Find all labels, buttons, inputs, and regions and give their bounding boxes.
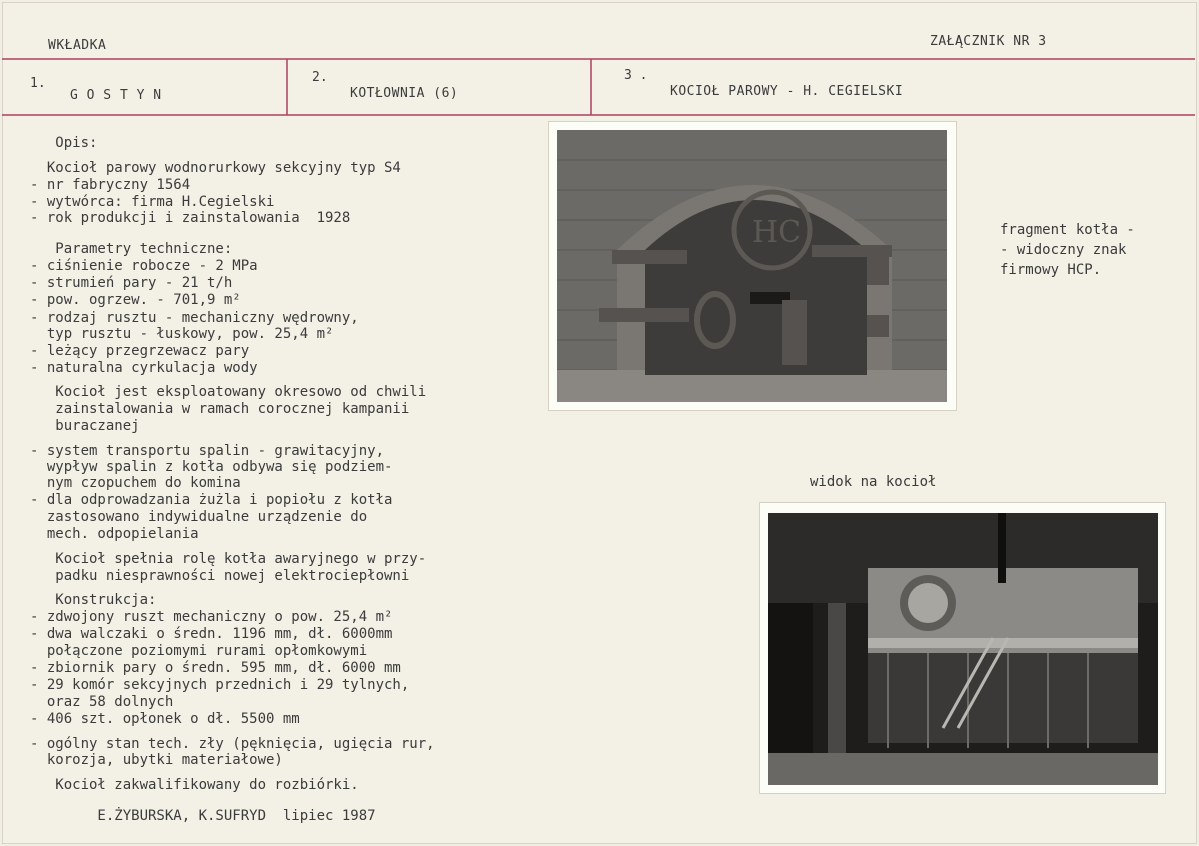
body-line: zastosowano indywidualne urządzenie do <box>30 509 368 525</box>
body-line: - rodzaj rusztu - mechaniczny wędrowny, <box>30 310 359 326</box>
boiler-overview-photo <box>768 513 1158 785</box>
signature-line: E.ŻYBURSKA, K.SUFRYD lipiec 1987 <box>30 808 376 824</box>
body-line: Kocioł parowy wodnorurkowy sekcyjny typ S4 <box>30 160 401 176</box>
body-line: buraczanej <box>30 418 140 434</box>
body-line: - naturalna cyrkulacja wody <box>30 360 258 376</box>
body-line: Kocioł zakwalifikowany do rozbiórki. <box>30 777 359 793</box>
body-line: padku niesprawności nowej elektrociepłowni <box>30 568 410 584</box>
photo-caption-overview: widok na kocioł <box>810 474 937 490</box>
body-line: - 29 komór sekcyjnych przednich i 29 tylnych, <box>30 677 410 693</box>
cell-1-value: G O S T Y N <box>70 88 162 103</box>
header-top-rule <box>2 58 1195 60</box>
cell-3-number: 3 . <box>624 68 648 83</box>
body-line: mech. odpopielania <box>30 526 199 542</box>
body-line: - nr fabryczny 1564 <box>30 177 191 193</box>
photo-frame-boiler-fragment <box>549 122 956 410</box>
body-line: - strumień pary - 21 t/h <box>30 275 233 291</box>
body-line: - rok produkcji i zainstalowania 1928 <box>30 210 351 226</box>
body-line: wypływ spalin z kotła odbywa się podziem- <box>30 459 393 475</box>
body-line: korozja, ubytki materiałowe) <box>30 752 283 768</box>
body-line: Kocioł jest eksploatowany okresowo od chwili <box>30 384 427 400</box>
body-line: - leżący przegrzewacz pary <box>30 343 250 359</box>
body-line: połączone poziomymi rurami opłomkowymi <box>30 643 368 659</box>
body-line: typ rusztu - łuskowy, pow. 25,4 m² <box>30 326 334 342</box>
body-line: - dwa walczaki o średn. 1196 mm, dł. 6000mm <box>30 626 393 642</box>
boiler-fragment-photo <box>557 130 947 402</box>
cell-1-number: 1. <box>30 76 46 91</box>
header-bottom-rule <box>2 114 1195 116</box>
body-line: - ogólny stan tech. zły (pęknięcia, ugięcia rur, <box>30 736 435 752</box>
body-line: Parametry techniczne: <box>30 241 233 257</box>
body-line: Opis: <box>30 135 98 151</box>
body-line: nym czopuchem do komina <box>30 475 241 491</box>
photo-caption-fragment: fragment kotła - - widoczny znak firmowy HCP. <box>1000 222 1135 278</box>
body-line: - zdwojony ruszt mechaniczny o pow. 25,4 m² <box>30 609 393 625</box>
body-line: Konstrukcja: <box>30 592 157 608</box>
body-line: - 406 szt. opłonek o dł. 5500 mm <box>30 711 300 727</box>
body-line: - wytwórca: firma H.Cegielski <box>30 194 275 210</box>
cell-3-value: KOCIOŁ PAROWY - H. CEGIELSKI <box>670 84 904 99</box>
body-line: zainstalowania w ramach corocznej kampanii <box>30 401 410 417</box>
body-line: - dla odprowadzania żużla i popiołu z kotła <box>30 492 393 508</box>
body-line: Kocioł spełnia rolę kotła awaryjnego w przy- <box>30 551 427 567</box>
body-line: - pow. ogrzew. - 701,9 m² <box>30 292 241 308</box>
body-line: oraz 58 dolnych <box>30 694 174 710</box>
attachment-label: ZAŁĄCZNIK NR 3 <box>930 34 1047 49</box>
cell-2-value: KOTŁOWNIA (6) <box>350 86 459 101</box>
body-line: - system transportu spalin - grawitacyjny, <box>30 443 385 459</box>
cell-2-number: 2. <box>312 70 328 85</box>
body-line: - ciśnienie robocze - 2 MPa <box>30 258 258 274</box>
svg-text:HC: HC <box>752 215 802 250</box>
cell-divider-1 <box>286 59 288 115</box>
body-line: - zbiornik pary o średn. 595 mm, dł. 6000 mm <box>30 660 401 676</box>
cell-divider-2 <box>590 59 592 115</box>
insert-label: WKŁADKA <box>48 38 107 53</box>
photo-frame-boiler-overview <box>760 503 1165 793</box>
